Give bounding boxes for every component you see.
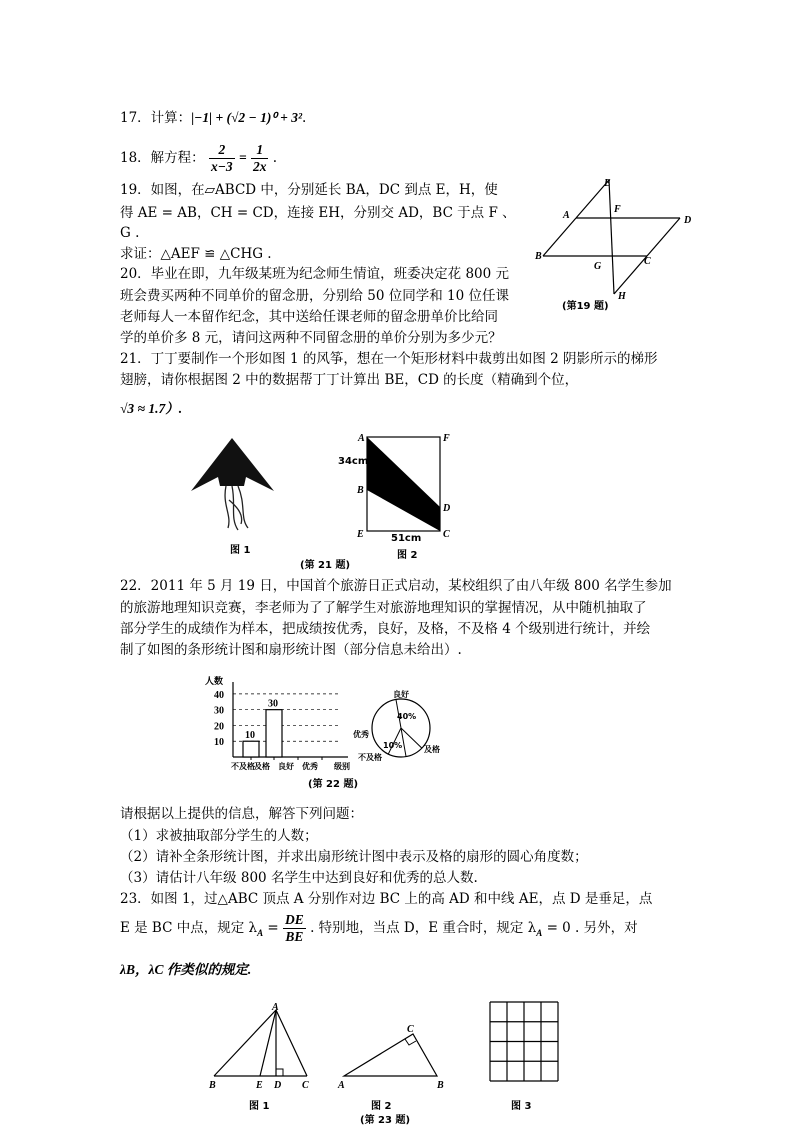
- q22-caption: (第 22 题): [308, 779, 359, 790]
- q22-line4: 制了如图的条形统计图和扇形统计图（部分信息未给出）.: [120, 642, 462, 658]
- q22-sub3: （3）请估计八年级 800 名学生中达到良好和优秀的总人数.: [120, 870, 478, 886]
- q23-fig2-A: A: [338, 1080, 345, 1091]
- q21-group-caption: (第 21 题): [300, 560, 351, 571]
- q23-fig1-caption: 图 1: [249, 1101, 270, 1112]
- q20-line4: 学的单价多 8 元，请问这两种不同留念册的单价分别为多少元？: [120, 330, 502, 346]
- q18-num1: 2: [209, 142, 235, 159]
- q21-pt-D: D: [443, 503, 451, 514]
- q22-sub2: （2）请补全条形统计图，并求出扇形统计图中表示及格的扇形的圆心角度数；: [120, 849, 588, 865]
- q18-den1: x−3: [210, 159, 233, 175]
- q23-line2d: . 特别地，当点 D，E 重合时，规定 λ: [310, 920, 537, 937]
- q19-caption: (第19 题): [562, 301, 609, 312]
- q19-pt-C: C: [644, 256, 651, 267]
- q19-line2: 得 AE = AB，CH = CD，连接 EH，分别交 AD，BC 于点 F 、: [120, 205, 516, 221]
- q21-line2: 翅膀，请你根据图 2 中的数据帮丁丁计算出 BE，CD 的长度（精确到个位，: [120, 372, 579, 388]
- q23-line1: 23．如图 1，过△ABC 顶点 A 分别作对边 BC 上的高 AD 和中线 AE，点 D 是垂足，点: [120, 891, 653, 907]
- q21-line1: 21．丁丁要制作一个形如图 1 的风筝，想在一个矩形材料中裁剪出如图 2 阴影所示的梯形: [120, 351, 658, 367]
- q21-len-ec: 51cm: [391, 533, 422, 544]
- q19-line1: 19．如图，在▱ABCD 中，分别延长 BA，DC 到点 E，H，使: [120, 182, 498, 198]
- q23-line3: λB，λC 作类似的规定.: [120, 962, 252, 977]
- q21-fig2-caption: 图 2: [397, 550, 418, 561]
- q21-pt-C: C: [443, 529, 450, 540]
- x-label-不及格: 不及格: [231, 762, 255, 771]
- x-label-良好: 良好: [278, 762, 294, 771]
- q19-pt-H: H: [618, 291, 626, 302]
- y-tick-40: 40: [214, 689, 224, 701]
- q18-num2: 1: [251, 142, 269, 159]
- q17-expr: |−1| + (√2 − 1)⁰ + 3²: [191, 110, 302, 125]
- x-label-及格: 及格: [254, 762, 270, 771]
- q23-fig2-C: C: [407, 1024, 414, 1035]
- q19-pt-B: B: [535, 251, 542, 262]
- q23-fig1-A: A: [272, 1002, 279, 1013]
- pie-pct-bujige: 10%: [383, 741, 403, 750]
- pie-label-jige: 及格: [424, 745, 440, 754]
- q23-sub-a2: A: [536, 927, 543, 938]
- q23-grid: [490, 1002, 558, 1081]
- q19-pt-A: A: [563, 210, 570, 221]
- q19-pt-G: G: [594, 261, 602, 272]
- q18-end: .: [272, 150, 278, 167]
- q23-sub-a: A: [257, 927, 264, 938]
- y-tick-10: 10: [214, 737, 224, 749]
- q17-end: .: [302, 110, 307, 126]
- q19-pt-E: E: [604, 178, 611, 189]
- y-tick-30: 30: [214, 705, 224, 717]
- pie-label-lianghao: 良好: [393, 690, 409, 699]
- q18-eq: =: [238, 150, 247, 166]
- q23-fig1-C: C: [302, 1080, 309, 1091]
- q18-label: 18．解方程：: [120, 150, 205, 167]
- bar-label-不及格: 10: [245, 730, 255, 742]
- pie-label-youxiu: 优秀: [353, 730, 369, 739]
- q23-fig1-D: D: [274, 1080, 282, 1091]
- q21-pt-A: A: [358, 433, 365, 444]
- q17-label: 17．计算：: [120, 110, 192, 126]
- q19-pt-D: D: [684, 215, 692, 226]
- q23-fig2-B: B: [437, 1080, 444, 1091]
- q21-len-ab: 34cm: [338, 456, 369, 467]
- q23-group-caption: (第 23 题): [360, 1115, 411, 1126]
- q18-den2: 2x: [252, 159, 267, 175]
- pie-label-bujige: 不及格: [358, 753, 382, 762]
- q21-fig1-caption: 图 1: [230, 545, 251, 556]
- q23-frac-num: DE: [283, 912, 306, 929]
- q19-line4: 求证：△AEF ≌ △CHG .: [120, 246, 272, 262]
- pie-pct-lianghao: 40%: [397, 712, 417, 721]
- q23-line2a: E 是 BC 中点，规定 λ: [120, 920, 258, 937]
- q22-after: 请根据以上提供的信息，解答下列问题：: [120, 806, 363, 822]
- q20-line1: 20．毕业在即，九年级某班为纪念师生情谊，班委决定花 800 元: [120, 266, 510, 282]
- q23-fig2-caption: 图 2: [371, 1101, 392, 1112]
- y-tick-20: 20: [214, 721, 224, 733]
- q22-line2: 的旅游地理知识竞赛，李老师为了了解学生对旅游地理知识的掌握情况，从中随机抽取了: [120, 600, 647, 616]
- q19-line3: G .: [120, 225, 140, 241]
- x-label-优秀: 优秀: [302, 762, 318, 771]
- q20-line3: 老师每人一本留作纪念，其中送给任课老师的留念册单价比给同: [120, 309, 498, 325]
- bar-label-及格: 30: [268, 698, 278, 710]
- q23-fig3-caption: 图 3: [511, 1101, 532, 1112]
- q23-line2f: = 0 . 另外，对: [542, 920, 638, 937]
- q19-pt-F: F: [614, 204, 621, 215]
- q23-frac-den: BE: [285, 929, 304, 945]
- q20-line2: 班会费买两种不同单价的留念册，分别给 50 位同学和 10 位任课: [120, 288, 510, 304]
- q22-line3: 部分学生的成绩作为样本，把成绩按优秀，良好，及格，不及格 4 个级别进行统计，并绘: [120, 621, 651, 637]
- q23-fig1-E: E: [256, 1080, 263, 1091]
- q22-sub1: （1）求被抽取部分学生的人数；: [120, 828, 318, 844]
- q23-line2c: =: [263, 920, 283, 937]
- q21-pt-B: B: [357, 485, 364, 496]
- q23-fig1-B: B: [209, 1080, 216, 1091]
- y-axis-label: 人数: [205, 677, 224, 687]
- q22-line1: 22．2011 年 5 月 19 日，中国首个旅游日正式启动，某校组织了由八年级 800 名学生参加: [120, 578, 672, 594]
- x-axis-label: 级别: [334, 762, 350, 771]
- q21-line3: √3 ≈ 1.7）.: [120, 401, 183, 416]
- q21-pt-E: E: [357, 529, 364, 540]
- q21-pt-F: F: [443, 433, 450, 444]
